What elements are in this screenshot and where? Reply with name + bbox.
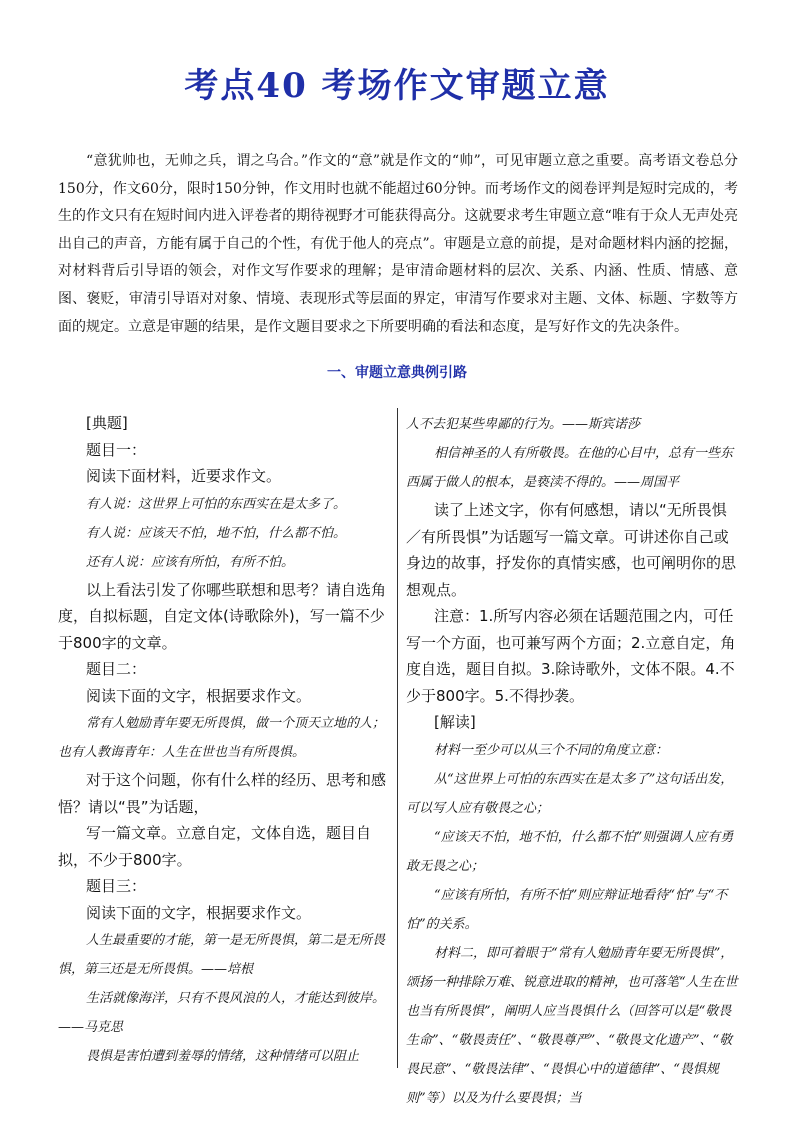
question-one-instruction: 阅读下面材料，近要求作文。 — [86, 467, 282, 485]
question-two-prompt: 对于这个问题，你有什么样的经历、思考和感悟？请以“畏”为话题， — [58, 771, 387, 816]
column-divider — [397, 408, 398, 1068]
intro-paragraph — [58, 148, 738, 341]
right-column — [406, 410, 740, 1113]
intro-text: “意犹帅也，无帅之兵，谓之乌合。”作文的“意”就是作文的“帅”，可见审题立意之重要。高考语文卷总分150分，作文60分，限时150分钟，作文用时也就不能超过60分钟。而考场作文的阅卷评判是短时完成的，考生的作文只有在短时间内进入评卷者的期待视野才可能获得高分。这就要求考生审题立意“唯有于众人无声处亮出自己的声音，方能有属于自己的个性，有优于他人的亮点”。审题是立意的前提，是对命题材料内涵的挖掘，对材料背后引导语的领会，对作文写作要求的理解；是审清命题材料的层次、关系、内涵、性质、情感、意图、褒贬，审清引导语对对象、情境、表现形式等层面的界定，审清写作要求对主题、文体、标题、字数等方面的规定。立意是审题的结果，是作文题目要求之下所要明确的看法和态度，是写好作文的先决条件。 — [58, 153, 738, 335]
interpretation-intro: 材料一至少可以从三个不同的角度立意： — [434, 742, 669, 758]
interpretation-angle-3: “应该有所怕，有所不怕”则应辩证地看待“怕”与“不怕”的关系。 — [406, 887, 728, 932]
interpretation-angle-2: “应该天不怕，地不怕，什么都不怕”则强调人应有勇敢无畏之心； — [406, 829, 734, 874]
question-one-requirement: 以上看法引发了你哪些联想和思考？请自选角度，自拟标题，自定文体(诗歌除外)，写一篇不少于800字的文章。 — [58, 580, 387, 652]
question-one-heading: 题目一： — [86, 440, 147, 459]
question-two-requirement: 写一篇文章。立意自定，文体自选，题目自拟，不少于800字。 — [58, 824, 372, 869]
quote-marx: 生活就像海洋，只有不畏风浪的人，才能达到彼岸。——马克思 — [58, 991, 386, 1035]
question-two-instruction: 阅读下面的文字，根据要求作文。 — [86, 686, 312, 705]
question-three-prompt: 读了上述文字，你有何感想，请以“无所畏惧／有所畏惧”为话题写一篇文章。可讲述你自己或身边的故事，抒发你的真情实感，也可阐明你的思想观点。 — [406, 501, 737, 599]
section-heading: 一、审题立意典例引路 — [327, 365, 467, 381]
question-one-material-2: 有人说：应该天不怕，地不怕，什么都不怕。 — [86, 525, 347, 541]
question-one-material-3: 还有人说：应该有所怕，有所不怕。 — [86, 554, 295, 570]
question-three-instruction: 阅读下面的文字，根据要求作文。 — [86, 903, 312, 922]
quote-spinoza-end: 人不去犯某些卑鄙的行为。——斯宾诺莎 — [406, 417, 641, 432]
quote-zhou-guoping: 相信神圣的人有所敬畏。在他的心目中，总有一些东西属于做人的根本，是亵渎不得的。——周国平 — [406, 446, 734, 490]
question-one-material-1: 有人说：这世界上可怕的东西实在是太多了。 — [86, 496, 347, 512]
label-interpretation: [解读] — [434, 713, 476, 731]
question-two-heading: 题目二： — [86, 660, 147, 678]
interpretation-angle-1: 从“这世界上可怕的东西实在是太多了”这句话出发，可以写人应有敬畏之心； — [406, 771, 734, 816]
label-typical-question: [典题] — [86, 414, 128, 432]
left-column — [58, 410, 392, 1071]
quote-spinoza-start: 畏惧是害怕遭到羞辱的情绪，这种情绪可以阻止 — [86, 1049, 360, 1064]
question-three-notes: 注意：1.所写内容必须在话题范围之内，可任写一个方面，也可兼写两个方面；2.立意自定，角度自选，题目自拟。3.除诗歌外，文体不限。4.不少于800字。5.不得抄袭。 — [406, 607, 736, 705]
quote-bacon: 人生最重要的才能，第一是无所畏惧，第二是无所畏惧，第三还是无所畏惧。——培根 — [58, 933, 386, 977]
question-three-heading: 题目三： — [86, 877, 147, 895]
interpretation-material-two: 材料二，即可着眼于“常有人勉励青年要无所畏惧”，颂扬一种排除万难、锐意进取的精神，也可落笔“人生在世也当有所畏惧”，阐明人应当畏惧什么（回答可以是“敬畏生命”、“敬畏责任”、“敬畏尊严”、“敬畏文化遗产”、“敬畏民意”、“敬畏法律”、“畏惧心中的道德律”、“畏惧规则”等）以及为什么要畏惧；当 — [406, 945, 738, 1106]
question-two-material: 常有人勉励青年要无所畏惧，做一个顶天立地的人；也有人教诲青年：人生在世也当有所畏惧。 — [58, 716, 386, 760]
page-title: 考点40 考场作文审题立意 — [184, 66, 610, 106]
